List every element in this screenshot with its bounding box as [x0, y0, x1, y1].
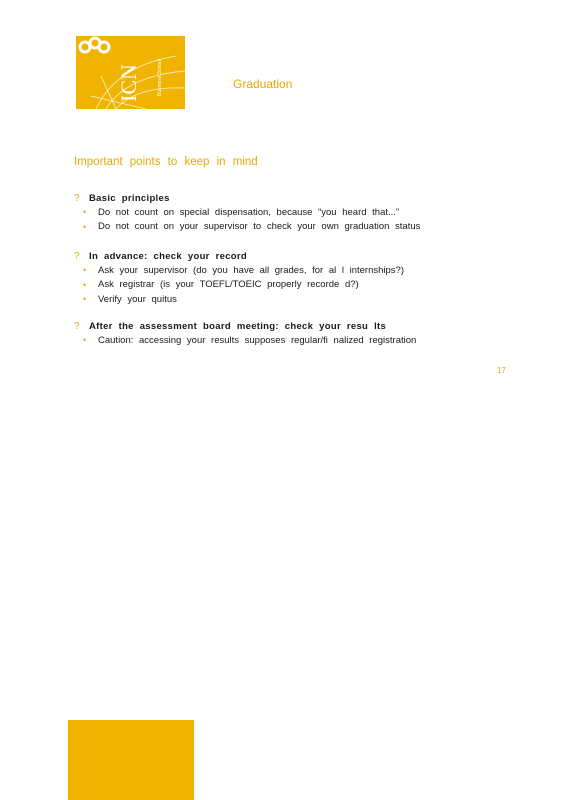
list-item-text: Ask registrar (is your TOEFL/TOEIC properly recorde d?): [98, 279, 359, 291]
list-item-text: Verify your quitus: [98, 293, 177, 305]
icn-logo: [76, 36, 185, 109]
list-item: [74, 220, 420, 235]
bullet-icon: •: [83, 335, 87, 346]
page-number: 17: [497, 366, 506, 375]
list-item-text: Caution: accessing your results supposes regular/fi nalized registration: [98, 334, 417, 346]
bullet-icon: •: [83, 294, 87, 305]
list-item: [74, 333, 416, 348]
question-marker-icon: ?: [74, 320, 80, 332]
bullet-icon: •: [83, 279, 87, 290]
list-item-text: Do not count on your supervisor to check your own graduation status: [98, 221, 421, 233]
list-item-text: Ask your supervisor (do you have all grades, for al l internships?): [98, 264, 404, 276]
list-item: [74, 263, 404, 278]
bullet-icon: •: [83, 265, 87, 276]
logo-text: ICN: [116, 64, 141, 102]
list-item-text: Do not count on special dispensation, because “you heard that...”: [98, 206, 400, 218]
section-in-advance: [74, 249, 404, 307]
list-item: [74, 205, 420, 220]
section-title: In advance: check your record: [89, 250, 247, 262]
page-title: Graduation: [233, 77, 293, 91]
bullet-icon: •: [83, 207, 87, 218]
question-marker-icon: ?: [74, 250, 80, 262]
section-heading: Important points to keep in mind: [74, 156, 258, 168]
logo-subtext: Business School: [157, 59, 163, 96]
list-item: [74, 278, 404, 293]
bullet-icon: •: [83, 221, 87, 232]
question-marker-icon: ?: [74, 192, 80, 204]
icn-logo-graphic: [76, 36, 185, 109]
section-after-assessment: [74, 319, 416, 348]
section-title: After the assessment board meeting: check your resu lts: [89, 320, 387, 332]
section-title: Basic principles: [89, 192, 170, 204]
section-basic-principles: [74, 191, 420, 234]
footer-accent-block: [68, 720, 194, 800]
list-item: [74, 292, 404, 307]
